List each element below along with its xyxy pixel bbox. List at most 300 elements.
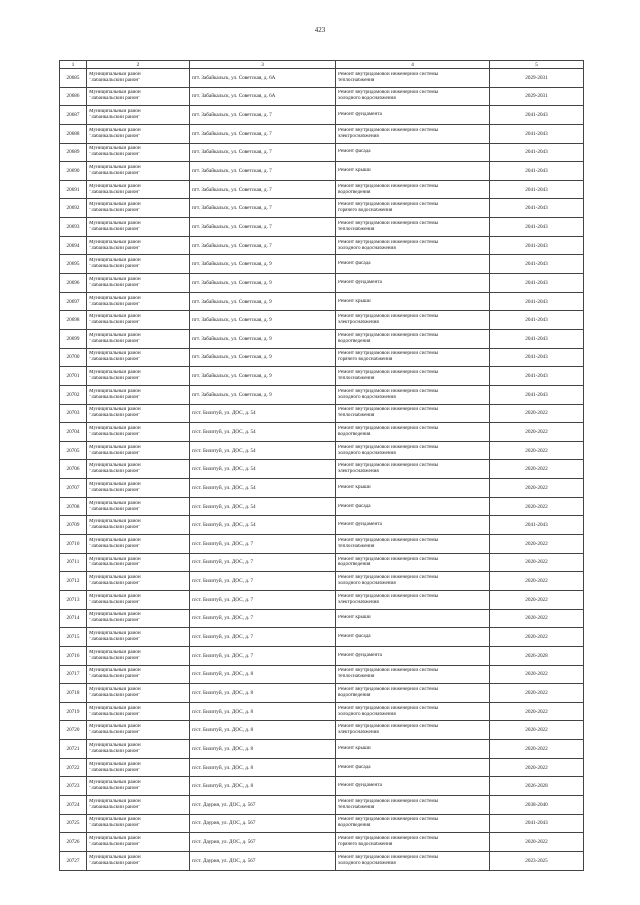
- work-type-cell: [336, 236, 490, 255]
- work-type-line: электроснабжения: [338, 730, 379, 736]
- work-type-line: Ремонт внутридомовой инженерной системы: [338, 575, 439, 581]
- municipality-cell: [87, 479, 190, 498]
- municipality-line: Муниципальный район: [89, 854, 141, 860]
- municipality-line: Муниципальный район: [89, 631, 141, 637]
- row-number-cell: 20707: [60, 479, 87, 498]
- municipality-line: "Забайкальский район": [89, 525, 141, 531]
- table-row: [60, 404, 584, 423]
- municipality-line: Муниципальный район: [89, 817, 141, 823]
- period-cell: 2041-2043: [490, 162, 584, 181]
- table-row: [60, 460, 584, 479]
- address-cell: пгт. Забайкальск, ул. Советская, д. 9: [190, 292, 336, 311]
- period-cell: 2020-2022: [490, 833, 584, 852]
- period-cell: 2038-2040: [490, 795, 584, 814]
- municipality-line: Муниципальный район: [89, 519, 141, 525]
- municipality-cell: [87, 329, 190, 348]
- address-cell: пгт. Забайкальск, ул. Советская, д. 9: [190, 255, 336, 274]
- municipality-cell: [87, 665, 190, 684]
- address-cell: пгт. Забайкальск, ул. Советская, д. 9: [190, 311, 336, 330]
- table-row: [60, 423, 584, 442]
- work-type-line: Ремонт крыши: [338, 484, 371, 490]
- row-number-cell: 20692: [60, 199, 87, 218]
- period-cell: 2029-2031: [490, 69, 584, 88]
- table-row: [60, 665, 584, 684]
- work-type-line: теплоснабжения: [338, 413, 375, 419]
- address-cell: п/ст. Даурия, ул. ДОС, д. 567: [190, 814, 336, 833]
- municipality-line: Муниципальный район: [89, 798, 141, 804]
- table-row: [60, 609, 584, 628]
- row-number-cell: 20725: [60, 814, 87, 833]
- work-type-cell: [336, 684, 490, 703]
- municipality-line: Муниципальный район: [89, 556, 141, 562]
- row-number-cell: 20688: [60, 124, 87, 143]
- municipality-line: Муниципальный район: [89, 370, 141, 376]
- row-number-cell: 20718: [60, 684, 87, 703]
- municipality-line: "Забайкальский район": [89, 357, 141, 363]
- work-type-line: Ремонт внутридомовой инженерной системы: [338, 370, 439, 376]
- row-number-cell: 20689: [60, 143, 87, 162]
- row-number-cell: 20699: [60, 329, 87, 348]
- municipality-cell: [87, 441, 190, 460]
- municipality-cell: [87, 236, 190, 255]
- municipality-line: Муниципальный район: [89, 314, 141, 320]
- municipality-cell: [87, 423, 190, 442]
- work-type-cell: [336, 609, 490, 628]
- period-cell: 2041-2043: [490, 385, 584, 404]
- row-number-cell: 20713: [60, 590, 87, 609]
- municipality-cell: [87, 143, 190, 162]
- row-number-cell: 20701: [60, 367, 87, 386]
- municipality-line: Муниципальный район: [89, 90, 141, 96]
- work-type-line: Ремонт внутридомовой инженерной системы: [338, 724, 439, 730]
- work-type-cell: [336, 590, 490, 609]
- row-number-cell: 20708: [60, 497, 87, 516]
- municipality-cell: [87, 69, 190, 88]
- address-cell: пгт. Забайкальск, ул. Советская, д. 7: [190, 106, 336, 125]
- work-type-cell: [336, 479, 490, 498]
- municipality-line: Муниципальный район: [89, 463, 141, 469]
- period-cell: 2041-2043: [490, 311, 584, 330]
- address-cell: п/ст. Билитуй, ул. ДОС, д. 54: [190, 516, 336, 535]
- municipality-cell: [87, 535, 190, 554]
- work-type-line: горячего водоснабжения: [338, 842, 393, 848]
- table-row: [60, 684, 584, 703]
- table-row: [60, 628, 584, 647]
- municipality-cell: [87, 628, 190, 647]
- address-cell: п/ст. Даурия, ул. ДОС, д. 567: [190, 833, 336, 852]
- municipality-line: Муниципальный район: [89, 668, 141, 674]
- address-cell: пгт. Забайкальск, ул. Советская, д. 9: [190, 274, 336, 293]
- period-cell: 2041-2043: [490, 516, 584, 535]
- table-row: [60, 106, 584, 125]
- municipality-line: Муниципальный район: [89, 575, 141, 581]
- table-row: [60, 833, 584, 852]
- municipality-cell: [87, 162, 190, 181]
- municipality-cell: [87, 348, 190, 367]
- period-cell: 2041-2043: [490, 367, 584, 386]
- municipality-cell: [87, 255, 190, 274]
- municipality-line: "Забайкальский район": [89, 618, 141, 624]
- municipality-cell: [87, 311, 190, 330]
- row-number-cell: 20698: [60, 311, 87, 330]
- period-cell: 2029-2031: [490, 87, 584, 106]
- municipality-line: "Забайкальский район": [89, 413, 141, 419]
- row-number-cell: 20703: [60, 404, 87, 423]
- work-type-line: Ремонт фасада: [338, 634, 371, 640]
- table-row: [60, 311, 584, 330]
- work-type-cell: [336, 758, 490, 777]
- row-number-cell: 20712: [60, 572, 87, 591]
- work-type-line: горячего водоснабжения: [338, 208, 393, 214]
- table-row: [60, 124, 584, 143]
- address-cell: п/ст. Билитуй, ул. ДОС, д. 54: [190, 479, 336, 498]
- table-row: [60, 795, 584, 814]
- municipality-line: Муниципальный район: [89, 332, 141, 338]
- municipality-cell: [87, 460, 190, 479]
- municipality-line: "Забайкальский район": [89, 226, 141, 232]
- address-cell: п/ст. Билитуй, ул. ДОС, д. 54: [190, 441, 336, 460]
- work-type-line: водоотведения: [338, 823, 371, 829]
- table-row: [60, 162, 584, 181]
- address-cell: пгт. Забайкальск, ул. Советская, д. 7: [190, 124, 336, 143]
- address-cell: пгт. Забайкальск, ул. Советская, д. 7: [190, 143, 336, 162]
- municipality-line: "Забайкальский район": [89, 487, 141, 493]
- municipality-cell: [87, 292, 190, 311]
- period-cell: 2041-2043: [490, 236, 584, 255]
- row-number-cell: 20685: [60, 69, 87, 88]
- header-cell-2: 2: [87, 61, 190, 69]
- header-cell-1: 1: [60, 61, 87, 69]
- municipality-line: "Забайкальский район": [89, 692, 141, 698]
- work-type-line: холодного водоснабжения: [338, 581, 396, 587]
- header-row: [60, 61, 584, 69]
- municipality-line: "Забайкальский район": [89, 543, 141, 549]
- period-cell: 2023-2025: [490, 851, 584, 870]
- period-cell: 2020-2022: [490, 758, 584, 777]
- work-type-cell: [336, 535, 490, 554]
- municipality-line: Муниципальный район: [89, 127, 141, 133]
- municipality-cell: [87, 404, 190, 423]
- row-number-cell: 20726: [60, 833, 87, 852]
- table-row: [60, 87, 584, 106]
- municipality-cell: [87, 199, 190, 218]
- municipality-line: Муниципальный район: [89, 705, 141, 711]
- work-type-line: холодного водоснабжения: [338, 245, 396, 251]
- municipality-line: "Забайкальский район": [89, 301, 141, 307]
- period-cell: 2020-2022: [490, 684, 584, 703]
- municipality-line: Муниципальный район: [89, 780, 141, 786]
- period-cell: 2041-2043: [490, 814, 584, 833]
- row-number-cell: 20715: [60, 628, 87, 647]
- municipality-line: "Забайкальский район": [89, 637, 141, 643]
- header-cell-5: 5: [490, 61, 584, 69]
- municipality-line: Муниципальный район: [89, 351, 141, 357]
- work-type-line: холодного водоснабжения: [338, 860, 396, 866]
- work-type-line: электроснабжения: [338, 469, 379, 475]
- row-number-cell: 20727: [60, 851, 87, 870]
- address-cell: пгт. Забайкальск, ул. Советская, д. 7: [190, 162, 336, 181]
- address-cell: п/ст. Билитуй, ул. ДОС, д. 8: [190, 721, 336, 740]
- period-cell: 2020-2022: [490, 497, 584, 516]
- table-row: [60, 758, 584, 777]
- period-cell: 2026-2028: [490, 646, 584, 665]
- period-cell: 2020-2022: [490, 702, 584, 721]
- work-type-line: Ремонт внутридомовой инженерной системы: [338, 314, 439, 320]
- municipality-line: "Забайкальский район": [89, 823, 141, 829]
- address-cell: пгт. Забайкальск, ул. Советская, д. 9: [190, 348, 336, 367]
- work-type-line: Ремонт внутридомовой инженерной системы: [338, 817, 439, 823]
- work-type-line: Ремонт внутридомовой инженерной системы: [338, 426, 439, 432]
- municipality-line: "Забайкальский район": [89, 860, 141, 866]
- row-number-cell: 20700: [60, 348, 87, 367]
- table-row: [60, 479, 584, 498]
- municipality-line: "Забайкальский район": [89, 730, 141, 736]
- period-cell: 2020-2022: [490, 628, 584, 647]
- row-number-cell: 20705: [60, 441, 87, 460]
- work-type-line: Ремонт внутридомовой инженерной системы: [338, 71, 439, 77]
- address-cell: п/ст. Билитуй, ул. ДОС, д. 7: [190, 609, 336, 628]
- address-cell: п/ст. Даурия, ул. ДОС, д. 567: [190, 851, 336, 870]
- municipality-line: "Забайкальский район": [89, 450, 141, 456]
- work-type-cell: [336, 460, 490, 479]
- municipality-line: Муниципальный район: [89, 183, 141, 189]
- municipality-line: "Забайкальский район": [89, 338, 141, 344]
- municipality-cell: [87, 795, 190, 814]
- table-row: [60, 143, 584, 162]
- period-cell: 2041-2043: [490, 124, 584, 143]
- work-type-cell: [336, 143, 490, 162]
- row-number-cell: 20717: [60, 665, 87, 684]
- address-cell: п/ст. Билитуй, ул. ДОС, д. 8: [190, 758, 336, 777]
- municipality-cell: [87, 777, 190, 796]
- work-type-line: водоотведения: [338, 338, 371, 344]
- municipality-line: Муниципальный район: [89, 276, 141, 282]
- work-type-line: Ремонт фундамента: [338, 783, 382, 789]
- municipality-line: "Забайкальский район": [89, 804, 141, 810]
- municipality-cell: [87, 385, 190, 404]
- work-type-cell: [336, 628, 490, 647]
- row-number-cell: 20711: [60, 553, 87, 572]
- work-type-line: Ремонт крыши: [338, 745, 371, 751]
- period-cell: 2020-2022: [490, 535, 584, 554]
- municipality-line: Муниципальный район: [89, 258, 141, 264]
- municipality-cell: [87, 367, 190, 386]
- row-number-cell: 20709: [60, 516, 87, 535]
- address-cell: пгт. Забайкальск, ул. Советская, д. 7: [190, 180, 336, 199]
- municipality-cell: [87, 497, 190, 516]
- address-cell: п/ст. Билитуй, ул. ДОС, д. 54: [190, 497, 336, 516]
- period-cell: 2026-2028: [490, 777, 584, 796]
- table-row: [60, 329, 584, 348]
- municipality-line: "Забайкальский район": [89, 711, 141, 717]
- period-cell: 2020-2022: [490, 479, 584, 498]
- table-row: [60, 255, 584, 274]
- municipality-line: "Забайкальский район": [89, 245, 141, 251]
- row-number-cell: 20694: [60, 236, 87, 255]
- row-number-cell: 20686: [60, 87, 87, 106]
- table-row: [60, 646, 584, 665]
- municipality-line: "Забайкальский район": [89, 562, 141, 568]
- row-number-cell: 20690: [60, 162, 87, 181]
- row-number-cell: 20724: [60, 795, 87, 814]
- work-type-line: Ремонт внутридомовой инженерной системы: [338, 537, 439, 543]
- row-number-cell: 20693: [60, 218, 87, 237]
- municipality-line: "Забайкальский район": [89, 599, 141, 605]
- municipality-line: "Забайкальский район": [89, 767, 141, 773]
- municipality-line: "Забайкальский район": [89, 431, 141, 437]
- work-type-line: Ремонт фасада: [338, 764, 371, 770]
- municipality-line: Муниципальный район: [89, 71, 141, 77]
- table-row: [60, 69, 584, 88]
- work-type-line: водоотведения: [338, 189, 371, 195]
- period-cell: 2041-2043: [490, 180, 584, 199]
- municipality-cell: [87, 684, 190, 703]
- municipality-cell: [87, 87, 190, 106]
- table-row: [60, 535, 584, 554]
- work-type-cell: [336, 124, 490, 143]
- row-number-cell: 20710: [60, 535, 87, 554]
- municipality-cell: [87, 814, 190, 833]
- work-type-cell: [336, 367, 490, 386]
- municipality-line: Муниципальный район: [89, 481, 141, 487]
- work-type-line: Ремонт внутридомовой инженерной системы: [338, 239, 439, 245]
- address-cell: п/ст. Билитуй, ул. ДОС, д. 54: [190, 460, 336, 479]
- work-type-line: теплоснабжения: [338, 674, 375, 680]
- table-row: [60, 814, 584, 833]
- address-cell: п/ст. Билитуй, ул. ДОС, д. 8: [190, 684, 336, 703]
- municipality-line: "Забайкальский район": [89, 506, 141, 512]
- municipality-cell: [87, 758, 190, 777]
- municipality-cell: [87, 180, 190, 199]
- work-type-line: Ремонт внутридомовой инженерной системы: [338, 407, 439, 413]
- municipality-cell: [87, 553, 190, 572]
- address-cell: п/ст. Билитуй, ул. ДОС, д. 7: [190, 628, 336, 647]
- period-cell: 2041-2043: [490, 292, 584, 311]
- work-type-cell: [336, 795, 490, 814]
- work-type-line: водоотведения: [338, 431, 371, 437]
- work-type-line: Ремонт внутридомовой инженерной системы: [338, 556, 439, 562]
- table-row: [60, 721, 584, 740]
- municipality-line: "Забайкальский район": [89, 77, 141, 83]
- row-number-cell: 20714: [60, 609, 87, 628]
- work-type-cell: [336, 329, 490, 348]
- address-cell: пгт. Забайкальск, ул. Советская, д. 7: [190, 199, 336, 218]
- work-type-line: Ремонт крыши: [338, 615, 371, 621]
- work-type-cell: [336, 646, 490, 665]
- work-type-cell: [336, 106, 490, 125]
- municipality-line: Муниципальный район: [89, 146, 141, 152]
- municipality-cell: [87, 124, 190, 143]
- work-type-cell: [336, 423, 490, 442]
- work-type-line: Ремонт внутридомовой инженерной системы: [338, 332, 439, 338]
- address-cell: п/ст. Билитуй, ул. ДОС, д. 7: [190, 590, 336, 609]
- row-number-cell: 20696: [60, 274, 87, 293]
- municipality-line: "Забайкальский район": [89, 842, 141, 848]
- work-type-line: теплоснабжения: [338, 77, 375, 83]
- work-type-cell: [336, 292, 490, 311]
- municipality-line: Муниципальный район: [89, 686, 141, 692]
- municipality-line: Муниципальный район: [89, 109, 141, 115]
- work-type-cell: [336, 702, 490, 721]
- work-type-cell: [336, 740, 490, 759]
- table-row: [60, 590, 584, 609]
- table-row: [60, 199, 584, 218]
- work-type-line: Ремонт внутридомовой инженерной системы: [338, 127, 439, 133]
- work-type-line: холодного водоснабжения: [338, 711, 396, 717]
- period-cell: 2041-2043: [490, 143, 584, 162]
- period-cell: 2020-2022: [490, 665, 584, 684]
- work-type-cell: [336, 721, 490, 740]
- period-cell: 2020-2022: [490, 404, 584, 423]
- work-type-line: Ремонт внутридомовой инженерной системы: [338, 351, 439, 357]
- work-type-cell: [336, 814, 490, 833]
- address-cell: п/ст. Билитуй, ул. ДОС, д. 7: [190, 535, 336, 554]
- work-type-cell: [336, 348, 490, 367]
- row-number-cell: 20704: [60, 423, 87, 442]
- municipality-line: Муниципальный район: [89, 612, 141, 618]
- work-type-cell: [336, 180, 490, 199]
- municipality-cell: [87, 590, 190, 609]
- period-cell: 2020-2022: [490, 553, 584, 572]
- work-type-line: Ремонт внутридомовой инженерной системы: [338, 668, 439, 674]
- work-type-cell: [336, 162, 490, 181]
- work-type-line: Ремонт внутридомовой инженерной системы: [338, 798, 439, 804]
- work-type-cell: [336, 833, 490, 852]
- work-type-line: Ремонт фундамента: [338, 652, 382, 658]
- municipality-line: Муниципальный район: [89, 761, 141, 767]
- municipality-cell: [87, 572, 190, 591]
- table-row: [60, 385, 584, 404]
- address-cell: пгт. Забайкальск, ул. Советская, д. 9: [190, 329, 336, 348]
- address-cell: пгт. Забайкальск, ул. Советская, д. 9: [190, 385, 336, 404]
- municipality-line: Муниципальный район: [89, 239, 141, 245]
- municipality-cell: [87, 609, 190, 628]
- work-type-cell: [336, 665, 490, 684]
- period-cell: 2020-2022: [490, 572, 584, 591]
- period-cell: 2041-2043: [490, 274, 584, 293]
- table-row: [60, 553, 584, 572]
- work-type-line: Ремонт внутридомовой инженерной системы: [338, 444, 439, 450]
- work-type-line: Ремонт внутридомовой инженерной системы: [338, 836, 439, 842]
- table-row: [60, 348, 584, 367]
- work-type-line: Ремонт внутридомовой инженерной системы: [338, 854, 439, 860]
- period-cell: 2020-2022: [490, 740, 584, 759]
- address-cell: п/ст. Билитуй, ул. ДОС, д. 8: [190, 740, 336, 759]
- work-type-line: Ремонт внутридомовой инженерной системы: [338, 686, 439, 692]
- table-row: [60, 218, 584, 237]
- work-type-cell: [336, 572, 490, 591]
- work-type-cell: [336, 553, 490, 572]
- municipality-line: Муниципальный район: [89, 649, 141, 655]
- work-type-line: водоотведения: [338, 692, 371, 698]
- work-type-cell: [336, 255, 490, 274]
- address-cell: пгт. Забайкальск, ул. Советская, д. 9: [190, 367, 336, 386]
- address-cell: п/ст. Билитуй, ул. ДОС, д. 54: [190, 423, 336, 442]
- row-number-cell: 20687: [60, 106, 87, 125]
- municipality-line: "Забайкальский район": [89, 189, 141, 195]
- period-cell: 2041-2043: [490, 199, 584, 218]
- table-row: [60, 740, 584, 759]
- municipality-line: Муниципальный район: [89, 388, 141, 394]
- period-cell: 2041-2043: [490, 106, 584, 125]
- municipality-line: Муниципальный район: [89, 426, 141, 432]
- address-cell: пгт. Забайкальск, ул. Советская, д. 6А: [190, 87, 336, 106]
- table-row: [60, 441, 584, 460]
- municipality-line: "Забайкальский район": [89, 786, 141, 792]
- municipality-line: Муниципальный район: [89, 742, 141, 748]
- municipality-line: "Забайкальский район": [89, 320, 141, 326]
- work-type-cell: [336, 311, 490, 330]
